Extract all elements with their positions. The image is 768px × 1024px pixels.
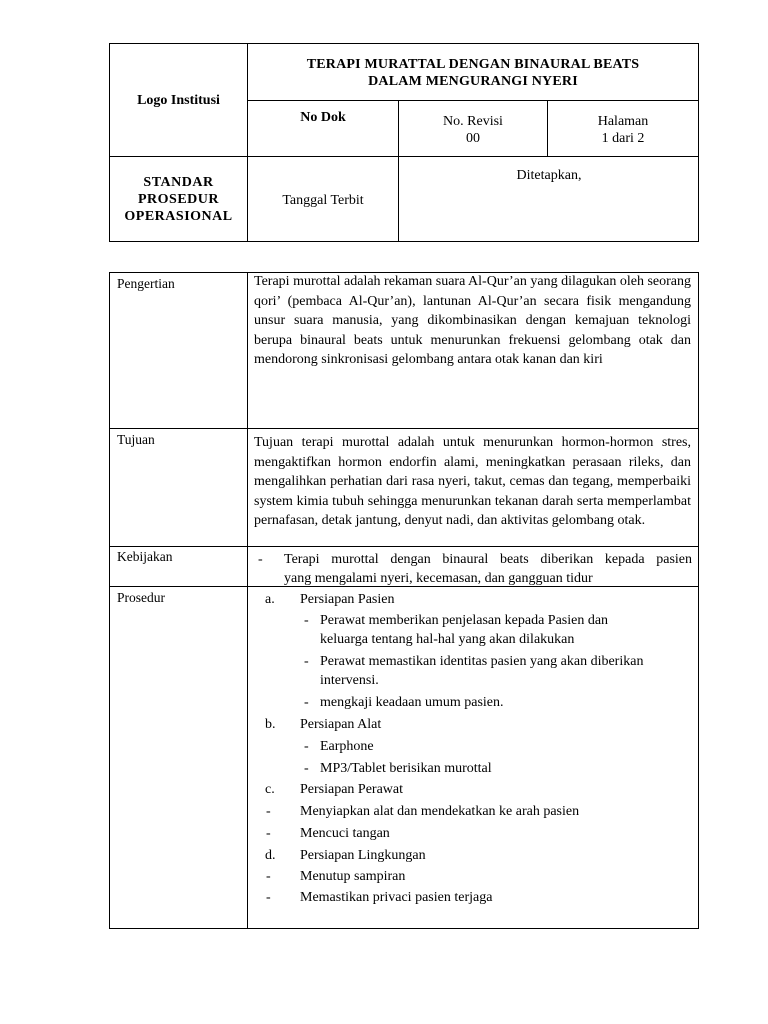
prosedur-b-marker: b. bbox=[265, 717, 276, 732]
spo-title-line1: STANDAR bbox=[143, 175, 214, 190]
prosedur-a-marker: a. bbox=[265, 592, 275, 607]
spo-title-line2: PROSEDUR bbox=[137, 192, 219, 207]
tujuan-label: Tujuan bbox=[117, 432, 155, 447]
kebijakan-line2: yang mengalami nyeri, kecemasan, dan gangguan tidur bbox=[284, 571, 593, 586]
content-table bbox=[109, 272, 699, 929]
kebijakan-line1: Terapi murottal dengan binaural beats diberikan kepada pasien bbox=[284, 552, 692, 567]
halaman-label: Halaman bbox=[597, 114, 649, 129]
prosedur-c-title: Persiapan Perawat bbox=[300, 782, 404, 797]
ditetapkan-label: Ditetapkan, bbox=[516, 168, 582, 183]
kebijakan-label: Kebijakan bbox=[117, 549, 173, 564]
list-item-marker: - bbox=[304, 761, 309, 776]
no-revisi-value: 00 bbox=[466, 131, 480, 146]
prosedur-d-title: Persiapan Lingkungan bbox=[300, 848, 426, 863]
list-item-marker: - bbox=[304, 739, 309, 754]
spo-title-line3: OPERASIONAL bbox=[124, 209, 233, 224]
list-item-marker: - bbox=[304, 695, 309, 710]
pengertian-text: Terapi murottal adalah rekaman suara Al-Qur’an yang dilagukan oleh seorang qori’ (pembaca Al-Qur’an), lantunan Al-Qur’an secara fisik mengandung unsur suara manusia, yang dikombinasikan dengan kemajuan teknologi berupa binaural beats untuk menurunkan frekuensi gelombang otak dan mendorong sinkronisasi gelombang antara otak kanan dan kiri bbox=[254, 274, 691, 367]
list-item-marker: - bbox=[266, 890, 271, 905]
prosedur-c-marker: c. bbox=[265, 782, 275, 797]
logo-placeholder: Logo Institusi bbox=[137, 93, 220, 108]
tujuan-text: Tujuan terapi murottal adalah untuk menurunkan hormon-hormon stres, mengaktifkan hormon endorfin alami, meningkatkan perasaan rileks, dan mengalihkan perhatian dari rasa nyeri, takut, cemas dan tegang, memperbaiki system kimia tubuh sehingga menurunkan tekanan darah serta memperlambat pernafasan, detak jantung, denyut nadi, dan aktivitas gelombang otak. bbox=[254, 435, 691, 528]
no-dok-label: No Dok bbox=[300, 110, 346, 125]
list-item: MP3/Tablet berisikan murottal bbox=[320, 761, 492, 776]
pengertian-label: Pengertian bbox=[117, 276, 175, 291]
list-item-marker: - bbox=[304, 613, 309, 628]
header-divider bbox=[109, 156, 247, 157]
prosedur-a-title: Persiapan Pasien bbox=[300, 592, 395, 607]
tanggal-terbit-label: Tanggal Terbit bbox=[282, 193, 364, 208]
kebijakan-bullet: - bbox=[258, 552, 263, 567]
content-divider bbox=[109, 546, 699, 547]
document-title-line1: TERAPI MURATTAL DENGAN BINAURAL BEATS bbox=[306, 57, 640, 72]
list-item-marker: - bbox=[304, 654, 309, 669]
header-divider bbox=[247, 100, 699, 101]
prosedur-d-marker: d. bbox=[265, 848, 276, 863]
prosedur-b-title: Persiapan Alat bbox=[300, 717, 382, 732]
halaman-value: 1 dari 2 bbox=[601, 131, 645, 146]
list-item: Earphone bbox=[320, 739, 374, 754]
list-item-marker: - bbox=[266, 869, 271, 884]
list-item: Mencuci tangan bbox=[300, 826, 390, 841]
no-revisi-label: No. Revisi bbox=[443, 114, 503, 129]
list-item-marker: - bbox=[266, 826, 271, 841]
list-item-cont: intervensi. bbox=[320, 673, 379, 688]
list-item: Perawat memastikan identitas pasien yang akan diberikan bbox=[320, 654, 644, 669]
list-item: Perawat memberikan penjelasan kepada Pasien dan bbox=[320, 613, 609, 628]
list-item: Menyiapkan alat dan mendekatkan ke arah pasien bbox=[300, 804, 580, 819]
list-item: mengkaji keadaan umum pasien. bbox=[320, 695, 504, 710]
list-item-marker: - bbox=[266, 804, 271, 819]
content-divider bbox=[247, 272, 248, 929]
list-item: Memastikan privaci pasien terjaga bbox=[300, 890, 493, 905]
list-item: Menutup sampiran bbox=[300, 869, 406, 884]
list-item-cont: keluarga tentang hal-hal yang akan dilakukan bbox=[320, 632, 575, 647]
document-title-line2: DALAM MENGURANGI NYERI bbox=[368, 74, 578, 89]
content-divider bbox=[109, 428, 699, 429]
header-divider bbox=[247, 156, 699, 157]
prosedur-label: Prosedur bbox=[117, 590, 165, 605]
